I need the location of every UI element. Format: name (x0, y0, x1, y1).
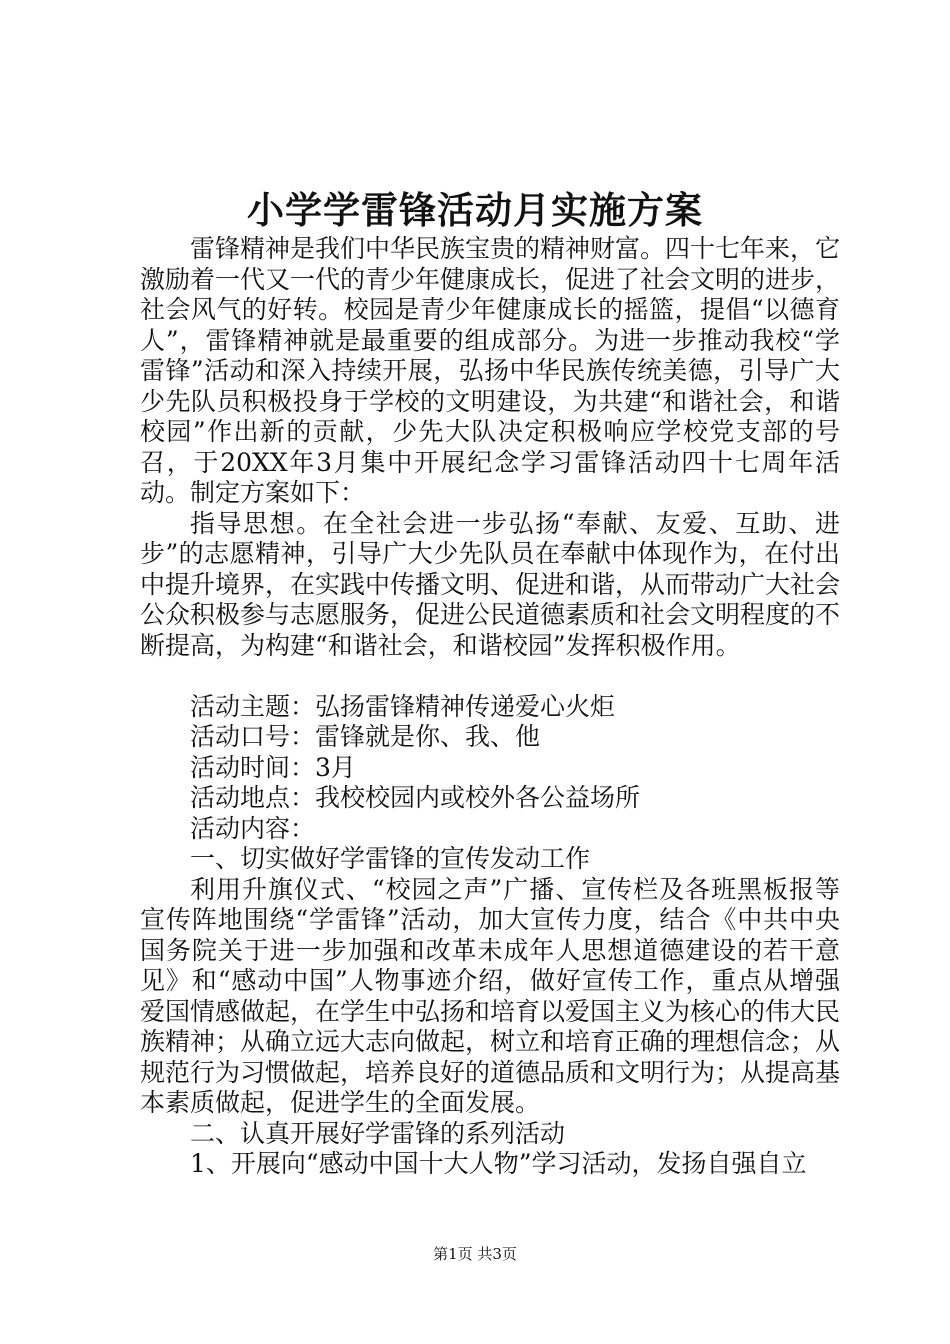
section-2-heading: 二、认真开展好学雷锋的系列活动 (190, 1118, 566, 1148)
activity-time: 活动时间：3月 (190, 752, 356, 782)
document-title: 小学学雷锋活动月实施方案 (247, 188, 703, 232)
guiding-thought-paragraph: 指导思想。在全社会进一步弘扬“奉献、友爱、互助、进步”的志愿精神，引导广大少先队员在奉献中体现作为，在付出中提升境界，在实践中传播文明、促进和谐，从而带动广大社会公众积极参与志愿服务，促进公民道德素质和社会文明程度的不断提高，为构建“和谐社会，和谐校园”发挥积极作用。 (140, 508, 841, 660)
activity-location: 活动地点：我校校园内或校外各公益场所 (190, 783, 641, 812)
page-number-footer: 第1页 共3页 (433, 1245, 517, 1263)
activity-slogan: 活动口号：雷锋就是你、我、他 (190, 722, 541, 751)
intro-paragraph: 雷锋精神是我们中华民族宝贵的精神财富。四十七年来，它激励着一代又一代的青少年健康成长，促进了社会文明的进步，社会风气的好转。校园是青少年健康成长的摇篮，提倡“以德育人”，雷锋精神就是最重要的组成部分。为进一步推动我校“学雷锋”活动和深入持续开展，弘扬中华民族传统美德，引导广大少先队员积极投身于学校的文明建设，为共建“和谐社会，和谐校园”作出新的贡献，少先大队决定积极响应学校党支部的号召，于20XX年3月集中开展纪念学习雷锋活动四十七周年活动。制定方案如下： (140, 234, 841, 507)
document-body (140, 234, 840, 1180)
paragraph-spacer (140, 661, 840, 692)
section-2-item-1: 1、开展向“感动中国十大人物”学习活动，发扬自强自立 (190, 1149, 807, 1178)
activity-content-label: 活动内容： (190, 813, 316, 843)
section-1-paragraph: 利用升旗仪式、“校园之声”广播、宣传栏及各班黑板报等宣传阵地围绕“学雷锋”活动，加大宣传力度，结合《中共中央国务院关于进一步加强和改革未成年人思想道德建设的若干意见》和“感动中国”人物事迹介绍，做好宣传工作，重点从增强爱国情感做起，在学生中弘扬和培育以爱国主义为核心的伟大民族精神；从确立远大志向做起，树立和培育正确的理想信念；从规范行为习惯做起，培养良好的道德品质和文明行为；从提高基本素质做起，促进学生的全面发展。 (140, 874, 841, 1117)
activity-theme: 活动主题：弘扬雷锋精神传递爱心火炬 (190, 691, 616, 721)
section-1-heading: 一、切实做好学雷锋的宣传发动工作 (190, 844, 591, 873)
